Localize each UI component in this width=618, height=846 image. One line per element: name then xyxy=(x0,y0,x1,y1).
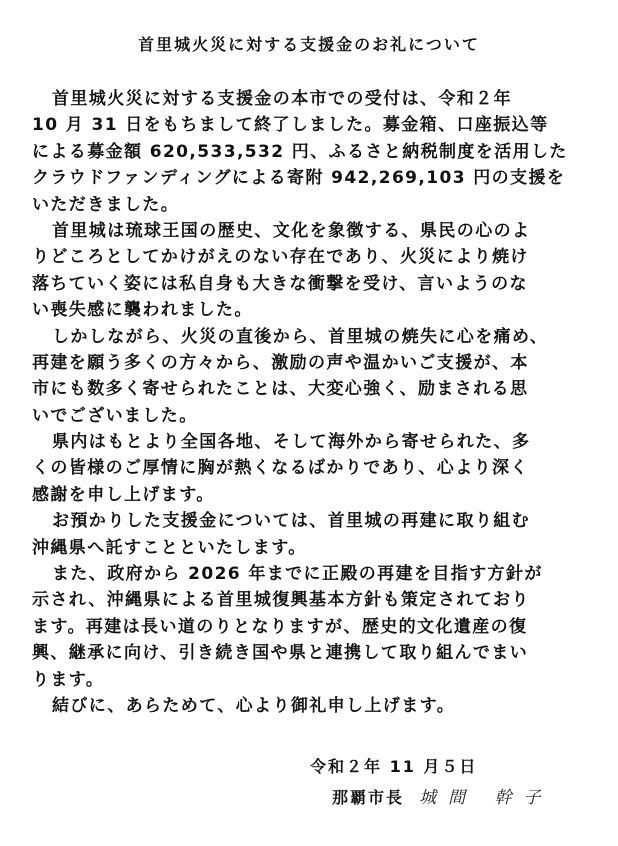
body-line: 首里城は琉球王国の歴史、文化を象徴する、県民の心のよ xyxy=(52,220,531,241)
body-line: 沖縄県へ託すことといたします。 xyxy=(32,537,307,558)
body-line: 感謝を申し上げます。 xyxy=(32,484,215,505)
body-line: りどころとしてかけがえのない存在であり、火災により焼け xyxy=(32,247,529,268)
body-line: 県内はもとより全国各地、そして海外から寄せられた、多 xyxy=(52,432,531,453)
body-line: 結びに、あらためて、心より御礼申し上げます。 xyxy=(52,695,456,716)
body-line: クラウドファンディングによる寄附 942,269,103 円の支援を xyxy=(32,168,566,189)
body-line: いただきました。 xyxy=(32,194,180,215)
body-line: お預かりした支援金については、首里城の再建に取り組む xyxy=(52,511,531,532)
body-line: ます。再建は長い道のりとなりますが、歴史的文化遺産の復 xyxy=(32,616,528,637)
body-line: 市にも数多く寄せられたことは、大変心強く、励まされる思 xyxy=(32,379,529,400)
body-line: 10 月 31 日をもちまして終了しました。募金箱、口座振込等 xyxy=(32,115,549,136)
signature-block xyxy=(332,783,553,808)
body-line: 再建を願う多くの方々から、激励の声や温かいご支援が、本 xyxy=(32,352,529,373)
document-date: 令和２年 11 月５日 xyxy=(310,757,478,776)
signature-name: 城間 幹子 xyxy=(419,788,553,808)
body-line: ります。 xyxy=(32,669,105,690)
document-title: 首里城火災に対する支援金のお礼について xyxy=(138,35,480,54)
body-line: くの皆様のご厚情に胸が熱くなるばかりであり、心より深く xyxy=(32,458,529,479)
body-line: による募金額 620,533,532 円、ふるさと納税制度を活用した xyxy=(32,141,568,162)
body-line: 興、継承に向け、引き続き国や県と連携して取り組んでまい xyxy=(32,643,529,664)
signature-role: 那覇市長 xyxy=(332,788,405,807)
body-line: 首里城火災に対する支援金の本市での受付は、令和２年 xyxy=(52,89,512,109)
body-line: 示され、沖縄県による首里城復興基本方針も策定されており xyxy=(32,590,530,611)
body-line: 落ちていく姿には私自身も大きな衝撃を受け、言いようのな xyxy=(32,273,528,294)
document-body xyxy=(32,86,584,719)
body-line: また、政府から 2026 年までに正殿の再建を目指す方針が xyxy=(52,564,543,585)
body-line: しかしながら、火災の直後から、首里城の焼失に心を痛め、 xyxy=(52,326,549,347)
body-line: いでございました。 xyxy=(32,405,198,426)
body-line: い喪失感に襲われました。 xyxy=(32,300,253,321)
